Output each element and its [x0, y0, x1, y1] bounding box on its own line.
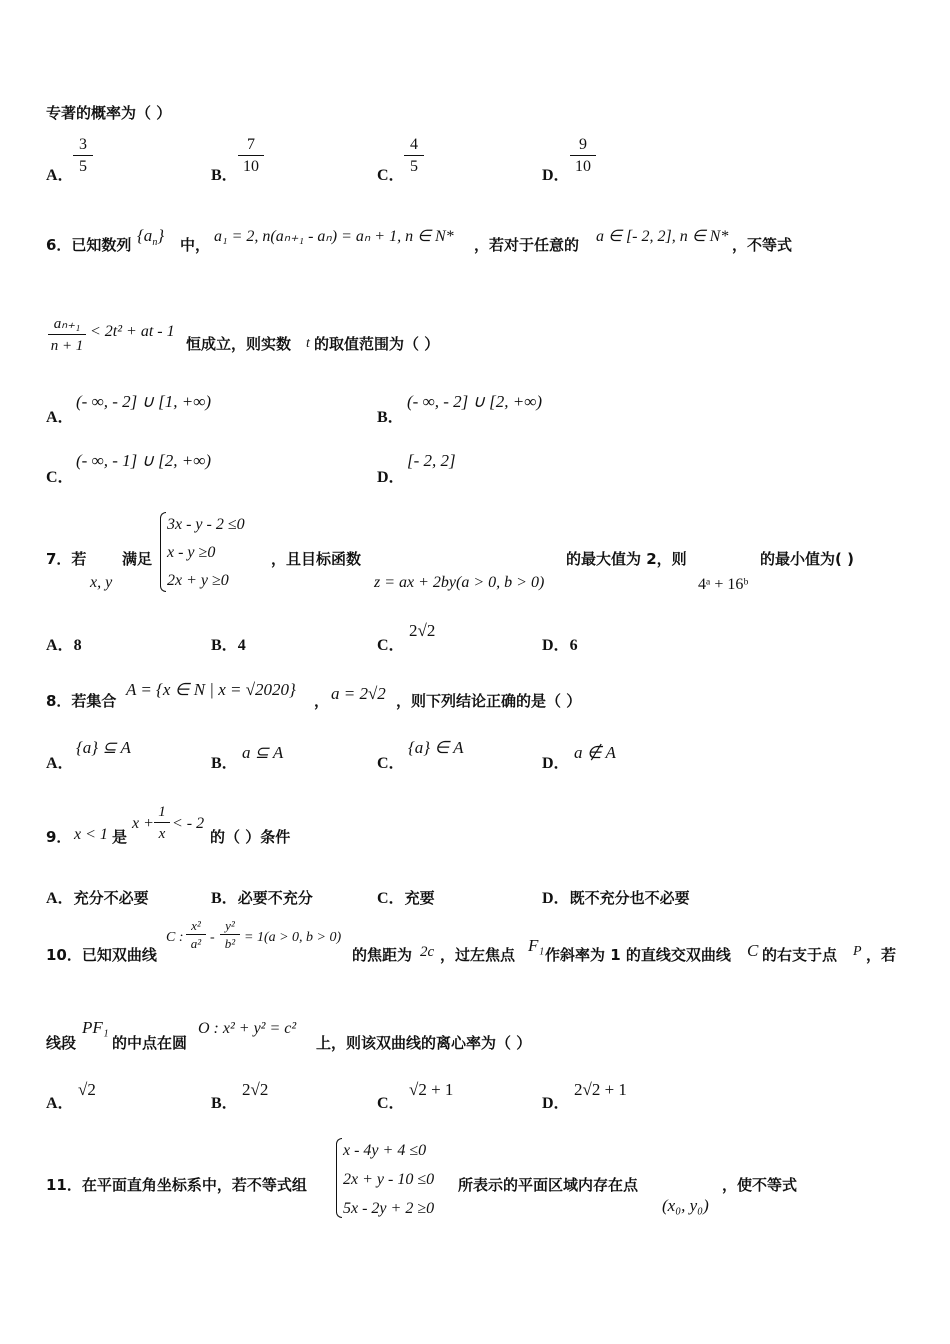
q9-option-c[interactable]: C．充要 — [377, 889, 435, 907]
q11-stem-1: 11．在平面直角坐标系中，若不等式组 — [46, 1176, 307, 1194]
q7-option-c-label[interactable]: C． — [377, 637, 405, 654]
q6-inequality-fraction: $\frac{\text{aₙ₊₁}}{n + 1}$ — [48, 314, 86, 357]
q10-curve-lead: C : — [166, 930, 184, 945]
q10-curve-tail: = 1(a > 0, b > 0) — [244, 930, 342, 945]
q7-stem-3: ，且目标函数 — [271, 550, 362, 568]
q9-condition: x < 1 — [74, 826, 108, 843]
q6-stem-6: 的取值范围为（ ） — [314, 335, 440, 353]
q9-stem-3: 的（ ）条件 — [210, 828, 291, 846]
q5-option-c-label[interactable]: C． — [377, 167, 405, 184]
q10-curve-minus: - — [210, 930, 215, 945]
q10-stem-8: 的中点在圆 — [112, 1034, 188, 1052]
q9-option-a[interactable]: A．充分不必要 — [46, 889, 149, 907]
q10-option-c-label[interactable]: C． — [377, 1095, 405, 1112]
q7-option-d[interactable]: D．6 — [542, 637, 578, 654]
q5-stem-tail: 专著的概率为（ ） — [46, 104, 172, 122]
q10-point-var: P — [853, 944, 862, 959]
q10-focal: 2c — [420, 944, 435, 960]
q11-system-brace — [336, 1138, 342, 1218]
q8-option-d-label[interactable]: D． — [542, 755, 570, 772]
q8-option-c-text[interactable]: {a} ∈ A — [408, 738, 464, 757]
q6-option-a-text[interactable]: (- ∞, - 2] ∪ [1, +∞) — [76, 392, 212, 411]
q8-separator: ， — [314, 692, 330, 710]
q7-system-row: 2x + y ≥0 — [167, 572, 229, 589]
q10-curve-var: C — [747, 941, 759, 960]
q6-option-d-label[interactable]: D． — [377, 469, 405, 486]
q7-system-row: 3x - y - 2 ≤0 — [167, 516, 245, 533]
q10-option-c-text[interactable]: √2 + 1 — [409, 1080, 454, 1099]
q9-stem-2: 是 — [112, 828, 128, 846]
q5-option-b-label[interactable]: B． — [211, 167, 238, 184]
q11-system-row: 2x + y - 10 ≤0 — [343, 1171, 435, 1188]
q10-curve-fraction-x: $\frac{\text{x²}}{\text{a²}}$ — [186, 917, 206, 953]
q8-set: A = {x ∈ N | x = √2020} — [126, 680, 296, 699]
q8-option-c-label[interactable]: C． — [377, 755, 405, 772]
q7-stem-5: 的最小值为( ) — [760, 550, 854, 568]
q11-system-row: 5x - 2y + 2 ≥0 — [343, 1200, 435, 1217]
q6-variable: t — [306, 336, 310, 351]
q7-system-brace — [160, 512, 166, 592]
q5-option-a-fraction[interactable]: $\frac{3}{5}$ — [73, 135, 93, 178]
q6-range: a ∈ [- 2, 2], n ∈ N* — [596, 228, 729, 245]
q6-option-b-text[interactable]: (- ∞, - 2] ∪ [2, +∞) — [407, 392, 543, 411]
q7-system-row: x - y ≥0 — [167, 544, 216, 561]
q10-stem-7: 线段 — [46, 1034, 77, 1052]
q9-expression-fraction: $\frac{1}{x}$ — [154, 802, 170, 845]
q9-option-d[interactable]: D．既不充分也不必要 — [542, 889, 690, 907]
q5-option-a-label[interactable]: A． — [46, 167, 74, 184]
q6-sequence: $\{a_n\}$ — [137, 226, 165, 248]
q9-option-b[interactable]: B．必要不充分 — [211, 889, 313, 907]
q6-option-c-label[interactable]: C． — [46, 469, 74, 486]
q10-option-d-text[interactable]: 2√2 + 1 — [574, 1080, 627, 1099]
q6-option-b-label[interactable]: B． — [377, 409, 404, 426]
q6-stem-1: 6．已知数列 — [46, 236, 132, 254]
q8-stem-1: 8．若集合 — [46, 692, 117, 710]
q5-option-d-fraction[interactable]: $\frac{9}{10}$ — [570, 135, 596, 178]
q11-system-row: x - 4y + 4 ≤0 — [343, 1142, 427, 1159]
q6-stem-4: ，不等式 — [732, 236, 793, 254]
q10-stem-3: ，过左焦点 — [440, 946, 516, 964]
q10-option-a-label[interactable]: A． — [46, 1095, 74, 1112]
q6-option-a-label[interactable]: A． — [46, 409, 74, 426]
q7-option-a[interactable]: A．8 — [46, 637, 82, 654]
q9-expression-left: x + — [132, 815, 154, 832]
q10-option-d-label[interactable]: D． — [542, 1095, 570, 1112]
q8-option-a-label[interactable]: A． — [46, 755, 74, 772]
q5-option-b-fraction[interactable]: $\frac{7}{10}$ — [238, 135, 264, 178]
q11-stem-2: 所表示的平面区域内存在点 — [458, 1176, 639, 1194]
q10-stem-6: ，若 — [866, 946, 897, 964]
q7-stem-4: 的最大值为 2，则 — [566, 550, 687, 568]
q10-stem-5: 的右支于点 — [762, 946, 838, 964]
q8-a-value: a = 2√2 — [331, 684, 386, 703]
q8-option-b-label[interactable]: B． — [211, 755, 238, 772]
q10-curve-fraction-y: $\frac{\text{y²}}{\text{b²}}$ — [220, 917, 240, 953]
q10-segment: PF₁ — [82, 1018, 109, 1037]
q6-inequality: < 2t² + at - 1 — [90, 323, 175, 340]
q11-point: (x₀, y₀) — [662, 1196, 709, 1215]
q8-option-d-text[interactable]: a ∉ A — [574, 743, 616, 762]
q7-system — [167, 511, 245, 595]
q8-stem-2: ，则下列结论正确的是（ ） — [396, 692, 582, 710]
q7-option-b[interactable]: B．4 — [211, 637, 246, 654]
q9-expression-right: < - 2 — [172, 815, 205, 832]
q10-focus: F₁ — [528, 936, 545, 955]
q6-condition: a₁ = 2, n(aₙ₊₁ - aₙ) = aₙ + 1, n ∈ N* — [214, 228, 454, 245]
q7-expression: 4ᵃ + 16ᵇ — [698, 576, 749, 593]
q6-option-c-text[interactable]: (- ∞, - 1] ∪ [2, +∞) — [76, 451, 212, 470]
q11-system — [343, 1136, 434, 1223]
q10-stem-9: 上，则该双曲线的离心率为（ ） — [316, 1034, 532, 1052]
q11-stem-3: ，使不等式 — [722, 1176, 798, 1194]
q6-stem-2: 中， — [180, 236, 211, 254]
q7-stem-1: 7．若 — [46, 550, 87, 568]
q6-option-d-text[interactable]: [- 2, 2] — [407, 451, 456, 470]
q10-option-b-label[interactable]: B． — [211, 1095, 238, 1112]
q10-stem-1: 10．已知双曲线 — [46, 946, 157, 964]
q10-option-a-text[interactable]: √2 — [78, 1080, 96, 1099]
q7-objective: z = ax + 2by(a > 0, b > 0) — [374, 574, 545, 591]
q5-option-c-fraction[interactable]: $\frac{4}{5}$ — [404, 135, 424, 178]
q6-stem-5: 恒成立，则实数 — [186, 335, 292, 353]
q10-stem-2: 的焦距为 — [352, 946, 413, 964]
q7-variables: x, y — [90, 574, 113, 591]
q6-stem-3: ，若对于任意的 — [474, 236, 580, 254]
q7-option-c-text[interactable]: 2√2 — [409, 621, 436, 640]
q8-option-b-text[interactable]: a ⊆ A — [242, 743, 284, 762]
q7-stem-2: 满足 — [122, 550, 153, 568]
q8-option-a-text[interactable]: {a} ⊆ A — [76, 738, 131, 757]
q10-circle: O : x² + y² = c² — [198, 1020, 297, 1037]
q9-stem-1: 9． — [46, 828, 72, 846]
q10-stem-4: 作斜率为 1 的直线交双曲线 — [545, 946, 731, 964]
q5-option-d-label[interactable]: D． — [542, 167, 570, 184]
q10-option-b-text[interactable]: 2√2 — [242, 1080, 269, 1099]
